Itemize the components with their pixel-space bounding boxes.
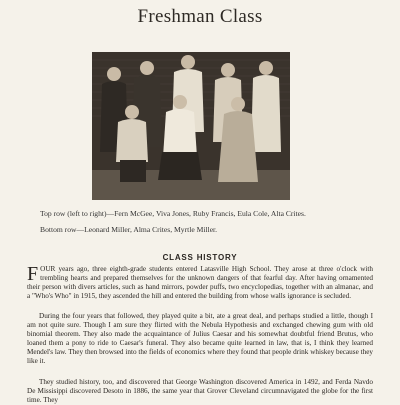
class-photo-image [92, 52, 290, 200]
class-history-heading: CLASS HISTORY [162, 253, 238, 262]
history-paragraph-2: During the four years that followed, they played quite a bit, ate a great deal, and perhaps studied a little, though I am not quite sure. Though I am sure they flirted with the Nebula Hypothesis and exchanged chewing gum with old binomial theorem. They also made the acquaintance of Julius Caesar and his somewhat doubtful friend Brutus, who loaned them a pony to ride to Caesar's funeral. They also became quite learned in law, that is, I think they learned Mendel's law. They then browsed into the fields of economics where they found that people drink whiskey because they like it. [27, 312, 373, 365]
history-paragraph-1 [27, 265, 373, 301]
drop-cap: F [27, 263, 39, 285]
caption-top-row: Top row (left to right)—Fern McGee, Viva Jones, Ruby Francis, Eula Cole, Alta Crites. [40, 209, 306, 218]
class-photo [92, 52, 290, 200]
page-title: Freshman Class [137, 6, 263, 27]
caption-bottom-row: Bottom row—Leonard Miller, Alma Crites, Myrtle Miller. [40, 225, 218, 234]
history-paragraph-3: They studied history, too, and discovered that George Washington discovered America in 1492, and Ferda Navdo De Missisippi discovered Desoto in 1886, the same year that Grover Cleveland circumnavigated the globe for the first time. They [27, 378, 373, 404]
history-paragraph-1-text: OUR years ago, three eighth-grade students entered Latasville High School. They arose at three o'clock with trembling hearts and prepared themselves for the unknown dangers of that fearful day. After having ornamented their person with divers articles, such as hand mirrors, powder puffs, two encyclopedias, together with an almanac, and a "Who's Who" in 1915, they ascended the hill and entered the building from whose walls ignorance is secluded. [27, 265, 373, 300]
